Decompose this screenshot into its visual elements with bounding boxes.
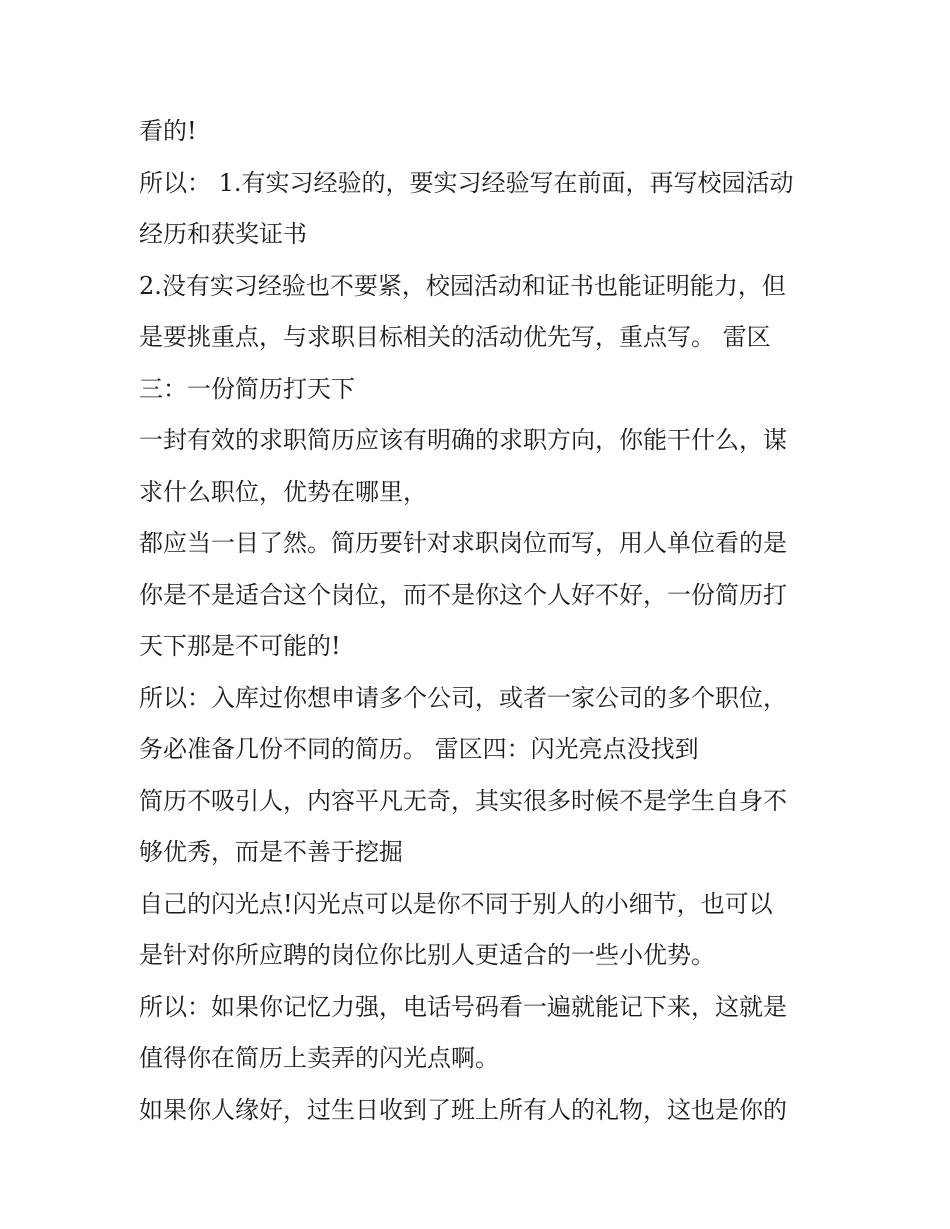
text-line: 简历不吸引人，内容平凡无奇，其实很多时候不是学生自身不 (139, 786, 787, 815)
text-line: 所以：入库过你想申请多个公司，或者一家公司的多个职位， (139, 683, 787, 712)
text-line: 所以：如果你记忆力强，电话号码看一遍就能记下来，这就是 (139, 992, 787, 1021)
text-line: 三：一份简历打天下 (139, 374, 355, 403)
text-line: 经历和获奖证书 (139, 220, 307, 248)
text-line: 自己的闪光点!闪光点可以是你不同于别人的小细节，也可以 (139, 889, 773, 918)
text-line: 一封有效的求职简历应该有明确的求职方向，你能干什么，谋 (139, 426, 787, 454)
text-line: 是针对你所应聘的岗位你比别人更适合的一些小优势。 (139, 941, 715, 969)
text-line: 你是不是适合这个岗位，而不是你这个人好不好，一份简历打 (139, 580, 787, 609)
text-line: 2.没有实习经验也不要紧，校园活动和证书也能证明能力，但 (139, 271, 786, 300)
text-line: 是要挑重点，与求职目标相关的活动优先写，重点写。 雷区 (139, 323, 771, 351)
text-line: 够优秀，而是不善于挖掘 (139, 838, 403, 866)
text-line: 所以： 1.有实习经验的，要实习经验写在前面，再写校园活动 (139, 168, 794, 197)
document-body (139, 106, 829, 1136)
text-line: 务必准备几份不同的简历。 雷区四：闪光亮点没找到 (139, 735, 699, 763)
text-line: 天下那是不可能的! (139, 632, 341, 660)
text-line: 如果你人缘好，过生日收到了班上所有人的礼物，这也是你的 (139, 1095, 787, 1124)
text-line: 都应当一目了然。简历要针对求职岗位而写，用人单位看的是 (139, 529, 787, 557)
text-line: 求什么职位，优势在哪里， (139, 477, 427, 506)
text-line: 看的! (139, 117, 197, 145)
text-line: 值得你在简历上卖弄的闪光点啊。 (139, 1044, 499, 1072)
